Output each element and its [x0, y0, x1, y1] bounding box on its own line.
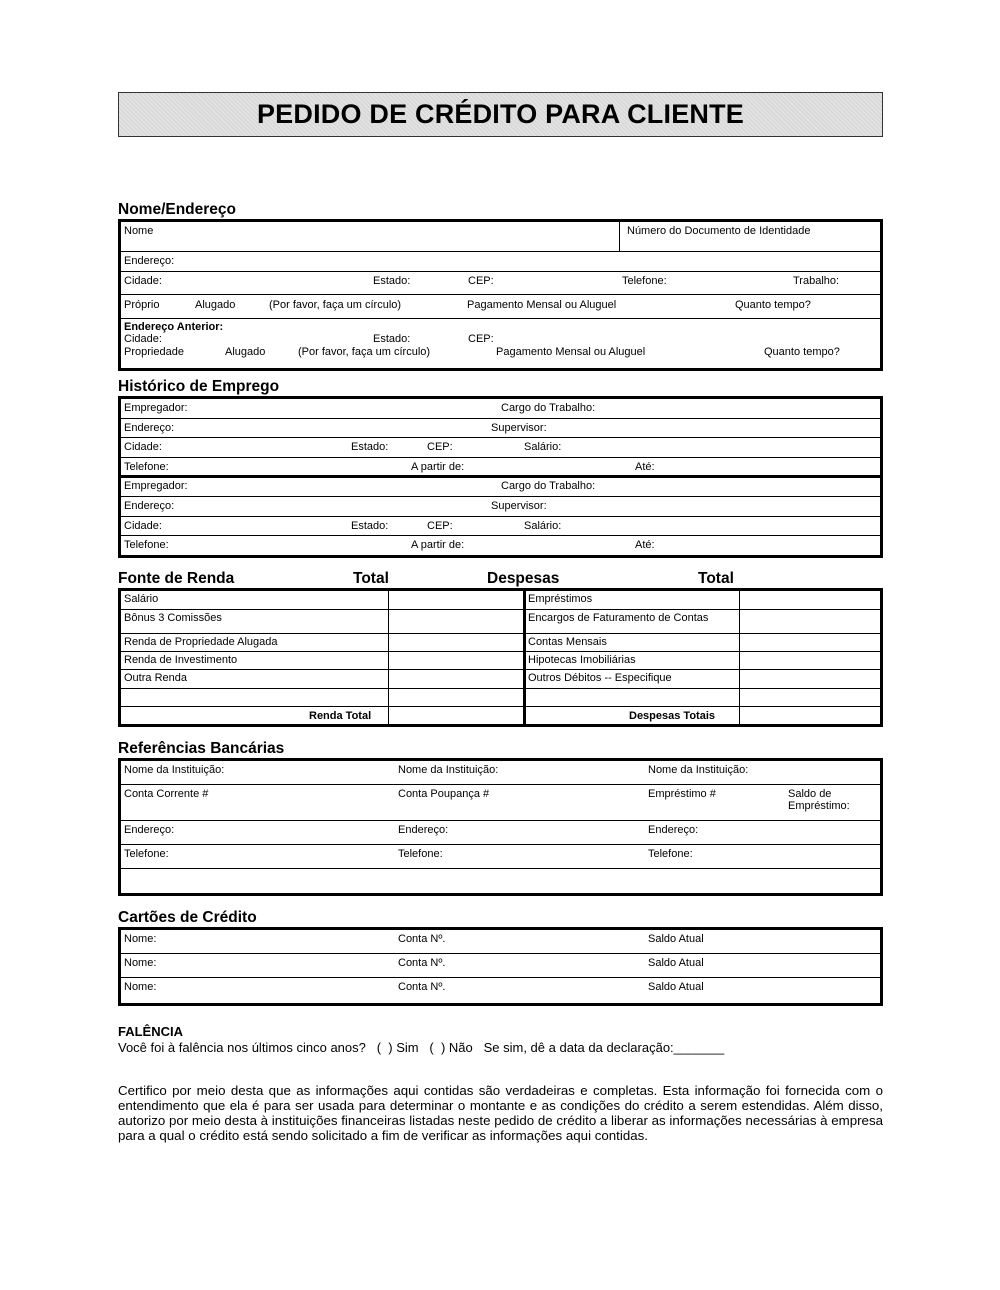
zip-label: CEP:	[468, 275, 494, 287]
income-source-heading: Fonte de Renda	[118, 570, 235, 587]
income-column	[121, 591, 525, 724]
name-row	[121, 222, 880, 252]
employer2-address-label: Endereço:	[124, 500, 175, 512]
employer2-state-label: Estado:	[351, 520, 389, 532]
circle-instruction: (Por favor, faça um círculo)	[269, 299, 402, 311]
employer2-row	[121, 478, 880, 497]
employer1-job-title-label: Cargo do Trabalho:	[501, 402, 596, 414]
employer1-state-label: Estado:	[351, 441, 389, 453]
card1-name-label: Nome:	[124, 933, 157, 945]
employer1-supervisor-label: Supervisor:	[491, 422, 547, 434]
bank3-address-label: Endereço:	[648, 824, 699, 836]
rent-option: Alugado	[195, 299, 236, 311]
bank2-name-label: Nome da Instituição:	[398, 764, 499, 776]
name-label: Nome	[124, 225, 154, 237]
monthly-payment-label: Pagamento Mensal ou Aluguel	[467, 299, 617, 311]
city-row	[121, 272, 880, 295]
employer2-until-label: Até:	[635, 539, 655, 551]
employer1-city-row	[121, 438, 880, 458]
bank1-phone-label: Telefone:	[124, 848, 169, 860]
card3-balance-label: Saldo Atual	[648, 981, 704, 993]
employer1-phone-label: Telefone:	[124, 461, 169, 473]
expense-label: Outros Débitos -- Especifique	[528, 672, 672, 684]
loan-number-label: Empréstimo #	[648, 788, 716, 800]
card3-account-label: Conta Nº.	[398, 981, 446, 993]
income-row	[121, 634, 525, 652]
expense-row	[525, 610, 880, 634]
bank2-phone-label: Telefone:	[398, 848, 443, 860]
credit-card-row	[121, 978, 880, 1003]
employer2-city-label: Cidade:	[124, 520, 162, 532]
state-label: Estado:	[373, 275, 411, 287]
address-row	[121, 252, 880, 272]
employer1-row	[121, 399, 880, 419]
loan-balance-label: Saldo de Empréstimo:	[788, 788, 850, 812]
prev-property-option: Propriedade	[124, 346, 184, 358]
income-row	[121, 610, 525, 634]
employer1-label: Empregador:	[124, 402, 188, 414]
card2-account-label: Conta Nº.	[398, 957, 446, 969]
form-title-box	[118, 92, 883, 137]
employer2-supervisor-label: Supervisor:	[491, 500, 547, 512]
income-label: Renda de Propriedade Alugada	[124, 636, 278, 648]
section-heading-employment: Histórico de Emprego	[118, 378, 280, 395]
bank-address-row	[121, 821, 880, 845]
income-expenses-table	[118, 588, 883, 727]
bankruptcy-heading: FALÊNCIA	[118, 1024, 183, 1039]
income-total-row	[121, 707, 525, 724]
work-phone-label: Trabalho:	[793, 275, 840, 287]
prev-state-label: Estado:	[373, 333, 411, 345]
credit-cards-box	[118, 927, 883, 1006]
prev-monthly-payment-label: Pagamento Mensal ou Aluguel	[496, 346, 646, 358]
employer2-label: Empregador:	[124, 480, 188, 492]
prev-circle-instruction: (Por favor, faça um círculo)	[298, 346, 431, 358]
income-label: Renda de Investimento	[124, 654, 238, 666]
savings-account-label: Conta Poupança #	[398, 788, 490, 800]
section-heading-credit-cards: Cartões de Crédito	[118, 909, 257, 926]
bank3-name-label: Nome da Instituição:	[648, 764, 749, 776]
prev-zip-label: CEP:	[468, 333, 494, 345]
expense-row	[525, 634, 880, 652]
employer1-phone-row	[121, 458, 880, 478]
how-long-label: Quanto tempo?	[735, 299, 811, 311]
prev-rent-option: Alugado	[225, 346, 266, 358]
employer1-city-label: Cidade:	[124, 441, 162, 453]
expense-row	[525, 670, 880, 689]
previous-address-row	[121, 319, 880, 368]
income-label: Bônus 3 Comissões	[124, 612, 222, 624]
card2-balance-label: Saldo Atual	[648, 957, 704, 969]
employer2-salary-label: Salário:	[524, 520, 562, 532]
employer1-salary-label: Salário:	[524, 441, 562, 453]
employer1-from-label: A partir de:	[411, 461, 465, 473]
bank1-address-label: Endereço:	[124, 824, 175, 836]
card1-account-label: Conta Nº.	[398, 933, 446, 945]
income-total-label: Renda Total	[309, 710, 372, 722]
bank1-name-label: Nome da Instituição:	[124, 764, 225, 776]
employer2-from-label: A partir de:	[411, 539, 465, 551]
expense-label: Contas Mensais	[528, 636, 607, 648]
expenses-total-label: Despesas Totais	[629, 710, 716, 722]
expense-row	[525, 689, 880, 707]
bank-account-row	[121, 785, 880, 821]
employment-box	[118, 396, 883, 558]
previous-address-label: Endereço Anterior:	[124, 321, 224, 333]
expense-label: Encargos de Faturamento de Contas	[528, 612, 709, 624]
income-row	[121, 670, 525, 689]
housing-row	[121, 295, 880, 319]
employer2-zip-label: CEP:	[427, 520, 453, 532]
expenses-column	[525, 591, 880, 724]
bank-name-row	[121, 761, 880, 785]
income-label: Salário	[124, 593, 159, 605]
expense-label: Empréstimos	[528, 593, 593, 605]
certification-paragraph: Certifico por meio desta que as informações aqui contidas são verdadeiras e completas. Esta informação foi fornecida com o entendimento que ela é para ser usada para determinar o montante e as condições do crédito a serem estendidas. Além disso, autorizo por meio desta à instituições financeiras listadas neste pedido de crédito a liberar as informações necessárias à empresa para a qual o crédito está sendo solicitado a fim de verificar as informações aqui contidas.	[118, 1083, 883, 1143]
credit-card-row	[121, 930, 880, 954]
income-row	[121, 591, 525, 610]
own-option: Próprio	[124, 299, 160, 311]
employer2-address-row	[121, 497, 880, 517]
employer1-until-label: Até:	[635, 461, 655, 473]
id-document-label: Número do Documento de Identidade	[627, 225, 811, 237]
employer2-phone-row	[121, 536, 880, 555]
expenses-total-heading: Total	[698, 570, 734, 587]
bank-references-box	[118, 758, 883, 896]
bank2-address-label: Endereço:	[398, 824, 449, 836]
expense-row	[525, 652, 880, 670]
income-row	[121, 689, 525, 707]
employer1-zip-label: CEP:	[427, 441, 453, 453]
phone-label: Telefone:	[622, 275, 667, 287]
name-address-box	[118, 219, 883, 371]
employer2-city-row	[121, 517, 880, 536]
employer1-address-row	[121, 419, 880, 438]
bankruptcy-question: Você foi à falência nos últimos cinco anos? ( ) Sim ( ) Não Se sim, dê a data da declaração:_______	[118, 1040, 725, 1055]
card3-name-label: Nome:	[124, 981, 157, 993]
prev-how-long-label: Quanto tempo?	[764, 346, 840, 358]
form-title: PEDIDO DE CRÉDITO PARA CLIENTE	[256, 99, 745, 129]
card1-balance-label: Saldo Atual	[648, 933, 704, 945]
expense-row	[525, 591, 880, 610]
prev-city-label: Cidade:	[124, 333, 162, 345]
name-row-divider	[619, 222, 620, 251]
address-label: Endereço:	[124, 255, 175, 267]
city-label: Cidade:	[124, 275, 162, 287]
employer1-address-label: Endereço:	[124, 422, 175, 434]
card2-name-label: Nome:	[124, 957, 157, 969]
section-heading-bank-references: Referências Bancárias	[118, 740, 285, 757]
bank3-phone-label: Telefone:	[648, 848, 693, 860]
expenses-total-row	[525, 707, 880, 724]
expenses-heading: Despesas	[487, 570, 560, 587]
employer2-job-title-label: Cargo do Trabalho:	[501, 480, 596, 492]
income-total-heading: Total	[353, 570, 389, 587]
expense-label: Hipotecas Imobiliárias	[528, 654, 636, 666]
section-heading-name-address: Nome/Endereço	[118, 201, 237, 218]
bank-phone-row	[121, 845, 880, 869]
income-label: Outra Renda	[124, 672, 187, 684]
bank-blank-row	[121, 869, 880, 893]
income-row	[121, 652, 525, 670]
checking-account-label: Conta Corrente #	[124, 788, 209, 800]
credit-card-row	[121, 954, 880, 978]
employer2-phone-label: Telefone:	[124, 539, 169, 551]
